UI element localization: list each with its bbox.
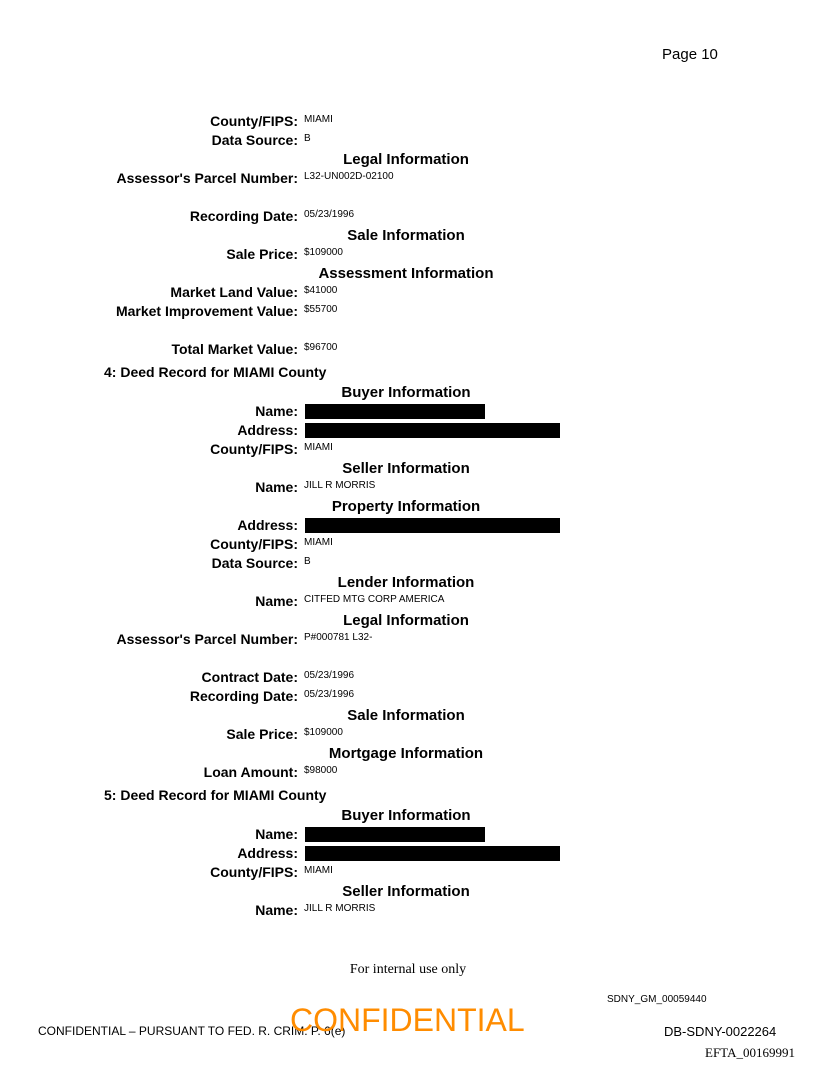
field-label: Name: — [255, 902, 298, 918]
field-label: County/FIPS: — [210, 864, 298, 880]
field-label: Sale Price: — [226, 246, 298, 262]
field-value: P#000781 L32- — [304, 632, 373, 643]
field-label: Address: — [237, 517, 298, 533]
redaction-block — [305, 404, 485, 419]
field-label: Market Land Value: — [170, 284, 298, 300]
field-row — [0, 844, 816, 863]
section-heading — [0, 573, 816, 592]
field-value: MIAMI — [304, 865, 333, 876]
field-label: Data Source: — [211, 555, 298, 571]
field-row — [0, 421, 816, 440]
field-label: Address: — [237, 845, 298, 861]
field-label: Total Market Value: — [171, 341, 298, 357]
field-row — [0, 169, 816, 207]
field-row — [0, 901, 816, 920]
field-value: MIAMI — [304, 537, 333, 548]
field-label: Sale Price: — [226, 726, 298, 742]
section-heading — [0, 226, 816, 245]
section-heading — [0, 150, 816, 169]
section-heading — [0, 611, 816, 630]
field-label: County/FIPS: — [210, 536, 298, 552]
section-heading-text: Lender Information — [337, 574, 475, 591]
document-body — [0, 112, 816, 920]
field-value: $41000 — [304, 285, 338, 296]
field-label: Name: — [255, 826, 298, 842]
field-label: Name: — [255, 479, 298, 495]
field-row — [0, 535, 816, 554]
section-heading-text: Assessment Information — [318, 265, 494, 282]
section-heading — [0, 706, 816, 725]
field-label: Address: — [237, 422, 298, 438]
section-heading-text: Legal Information — [343, 612, 469, 629]
page-number: Page 10 — [662, 46, 718, 63]
field-label: Recording Date: — [189, 208, 298, 224]
field-label: Assessor's Parcel Number: — [116, 631, 298, 647]
field-label: Assessor's Parcel Number: — [116, 170, 298, 186]
field-value: B — [304, 133, 311, 144]
redaction-block — [305, 423, 560, 438]
deed-record-title: 5: Deed Record for MIAMI County — [104, 787, 327, 803]
field-label: Loan Amount: — [203, 764, 298, 780]
field-row — [0, 687, 816, 706]
field-row — [0, 516, 816, 535]
field-row — [0, 245, 816, 264]
section-heading — [0, 497, 816, 516]
field-value: 05/23/1996 — [304, 689, 355, 700]
field-value: $96700 — [304, 342, 338, 353]
section-heading-text: Buyer Information — [341, 384, 471, 401]
field-label: Recording Date: — [189, 688, 298, 704]
field-row — [0, 340, 816, 359]
field-label: Name: — [255, 403, 298, 419]
field-row — [0, 725, 816, 744]
section-heading-text: Legal Information — [343, 151, 469, 168]
field-value: B — [304, 556, 311, 567]
field-value: $109000 — [304, 247, 343, 258]
field-row — [0, 207, 816, 226]
field-row — [0, 440, 816, 459]
section-heading-text: Seller Information — [342, 460, 470, 477]
efta-number: EFTA_00169991 — [705, 1045, 795, 1060]
redaction-block — [305, 518, 560, 533]
field-row — [0, 763, 816, 782]
field-value: MIAMI — [304, 442, 333, 453]
confidentiality-notice: CONFIDENTIAL – PURSUANT TO FED. R. CRIM. P. 6(e) — [38, 1024, 346, 1038]
field-label: Market Improvement Value: — [115, 303, 298, 319]
section-heading — [0, 264, 816, 283]
field-value: CITFED MTG CORP AMERICA — [304, 594, 445, 605]
section-heading — [0, 459, 816, 478]
field-row — [0, 283, 816, 302]
redaction-block — [305, 827, 485, 842]
section-heading — [0, 383, 816, 402]
deed-record-header — [0, 785, 816, 806]
field-row — [0, 668, 816, 687]
field-row — [0, 131, 816, 150]
deed-record-header — [0, 362, 816, 383]
field-value: L32-UN002D-02100 — [304, 171, 394, 182]
confidential-stamp: CONFIDENTIAL — [290, 1002, 525, 1038]
section-heading-text: Property Information — [331, 498, 481, 515]
field-row — [0, 825, 816, 844]
field-label: Data Source: — [211, 132, 298, 148]
redaction-block — [305, 846, 560, 861]
section-heading — [0, 882, 816, 901]
section-heading — [0, 744, 816, 763]
field-row — [0, 402, 816, 421]
field-value: 05/23/1996 — [304, 670, 355, 681]
deed-record-title: 4: Deed Record for MIAMI County — [104, 364, 327, 380]
field-label: Contract Date: — [201, 669, 298, 685]
section-heading-text: Seller Information — [342, 883, 470, 900]
field-row — [0, 592, 816, 611]
field-row — [0, 478, 816, 497]
field-row — [0, 554, 816, 573]
field-label: County/FIPS: — [210, 441, 298, 457]
field-value: $55700 — [304, 304, 338, 315]
field-row — [0, 112, 816, 131]
section-heading-text: Sale Information — [347, 707, 465, 724]
field-value: $109000 — [304, 727, 343, 738]
section-heading-text: Buyer Information — [341, 807, 471, 824]
field-row — [0, 863, 816, 882]
field-value: MIAMI — [304, 114, 333, 125]
field-value: 05/23/1996 — [304, 209, 355, 220]
section-heading-text: Mortgage Information — [328, 745, 484, 762]
field-value: $98000 — [304, 765, 338, 776]
field-row — [0, 630, 816, 668]
section-heading-text: Sale Information — [347, 227, 465, 244]
bates-number-gm: SDNY_GM_00059440 — [607, 994, 707, 1005]
field-value: JILL R MORRIS — [304, 903, 376, 914]
field-value: JILL R MORRIS — [304, 480, 376, 491]
section-heading — [0, 806, 816, 825]
field-label: Name: — [255, 593, 298, 609]
internal-use-notice: For internal use only — [349, 962, 467, 977]
field-label: County/FIPS: — [210, 113, 298, 129]
field-row — [0, 302, 816, 340]
bates-number-db: DB-SDNY-0022264 — [664, 1024, 777, 1039]
